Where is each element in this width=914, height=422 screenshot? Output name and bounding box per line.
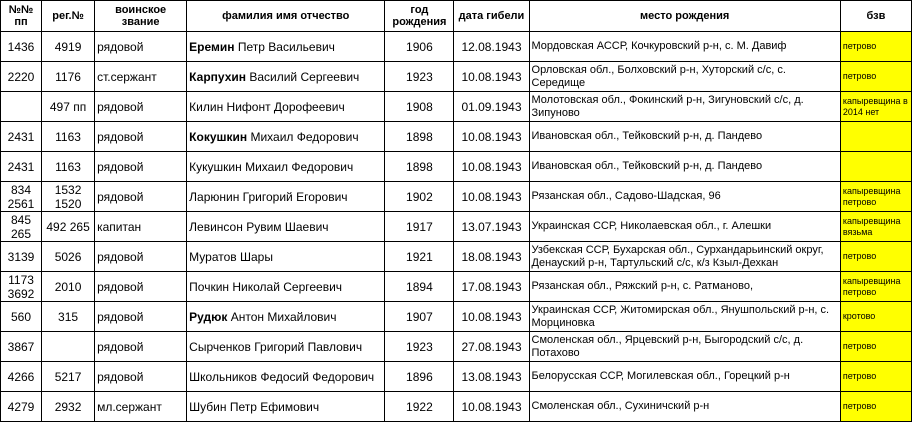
col-header-death-date: дата гибели <box>454 1 529 32</box>
cell-number: 845 265 <box>1 212 42 242</box>
col-header-rank: воинское звание <box>95 1 187 32</box>
given-names: Антон Михайлович <box>227 309 337 324</box>
cell-note: петрово <box>840 332 911 362</box>
cell-full-name <box>187 62 385 92</box>
cell-death-date: 10.08.1943 <box>454 182 529 212</box>
cell-birthplace: Ивановская обл., Тейковский р-н, д. Пандево <box>529 122 840 152</box>
table-row <box>1 362 912 392</box>
cell-reg-number: 1176 <box>42 62 95 92</box>
cell-note: петрово <box>840 62 911 92</box>
cell-rank: рядовой <box>95 32 187 62</box>
cell-reg-number: 2010 <box>42 272 95 302</box>
cell-death-date: 01.09.1943 <box>454 92 529 122</box>
given-names: Шубин Петр Ефимович <box>189 399 320 414</box>
cell-rank: ст.сержант <box>95 62 187 92</box>
cell-number: 560 <box>1 302 42 332</box>
given-names: Кукушкин Михаил Федорович <box>189 159 354 174</box>
cell-full-name <box>187 332 385 362</box>
col-header-birth-year: год рождения <box>385 1 454 32</box>
cell-reg-number: 1532 1520 <box>42 182 95 212</box>
cell-death-date: 18.08.1943 <box>454 242 529 272</box>
cell-birthplace: Украинская ССР, Житомирская обл., Янушпольский р-н, с. Морциновка <box>529 302 840 332</box>
cell-number: 2431 <box>1 152 42 182</box>
cell-full-name <box>187 392 385 422</box>
col-header-number: №№ пп <box>1 1 42 32</box>
table-row <box>1 242 912 272</box>
cell-full-name <box>187 212 385 242</box>
cell-full-name <box>187 302 385 332</box>
table-row <box>1 302 912 332</box>
cell-rank: рядовой <box>95 92 187 122</box>
given-names: Михаил Федорович <box>247 129 359 144</box>
cell-birth-year: 1922 <box>385 392 454 422</box>
cell-note: кротово <box>840 302 911 332</box>
cell-number: 834 2561 <box>1 182 42 212</box>
cell-reg-number <box>42 332 95 362</box>
cell-note: капыревщина в 2014 нет <box>840 92 911 122</box>
cell-reg-number: 1163 <box>42 122 95 152</box>
cell-birthplace: Рязанская обл., Садово-Шадская, 96 <box>529 182 840 212</box>
cell-death-date: 12.08.1943 <box>454 32 529 62</box>
cell-death-date: 13.08.1943 <box>454 362 529 392</box>
col-header-birthplace: место рождения <box>529 1 840 32</box>
cell-note: петрово <box>840 392 911 422</box>
cell-note <box>840 152 911 182</box>
cell-full-name <box>187 92 385 122</box>
cell-number: 2431 <box>1 122 42 152</box>
table-row <box>1 152 912 182</box>
cell-full-name <box>187 362 385 392</box>
cell-death-date: 10.08.1943 <box>454 152 529 182</box>
col-header-full-name: фамилия имя отчество <box>187 1 385 32</box>
cell-reg-number: 497 пп <box>42 92 95 122</box>
cell-birthplace: Мордовская АССР, Кочкуровский р-н, с. М. Давиф <box>529 32 840 62</box>
cell-rank: капитан <box>95 212 187 242</box>
cell-rank: рядовой <box>95 242 187 272</box>
cell-reg-number: 5026 <box>42 242 95 272</box>
given-names: Школьников Федосий Федорович <box>189 369 375 384</box>
cell-birth-year: 1898 <box>385 122 454 152</box>
cell-note: капыревщина вязьма <box>840 212 911 242</box>
cell-number: 1436 <box>1 32 42 62</box>
cell-number: 4266 <box>1 362 42 392</box>
table-row <box>1 332 912 362</box>
cell-rank: рядовой <box>95 122 187 152</box>
cell-death-date: 10.08.1943 <box>454 122 529 152</box>
cell-birth-year: 1898 <box>385 152 454 182</box>
cell-rank: рядовой <box>95 182 187 212</box>
cell-note: петрово <box>840 242 911 272</box>
cell-reg-number: 492 265 <box>42 212 95 242</box>
cell-birthplace: Украинская ССР, Николаевская обл., г. Алешки <box>529 212 840 242</box>
cell-birthplace: Смоленская обл., Ярцевский р-н, Быгородский с/с, д. Потахово <box>529 332 840 362</box>
cell-number <box>1 92 42 122</box>
cell-full-name <box>187 122 385 152</box>
cell-birthplace: Узбекская ССР, Бухарская обл., Сурхандарьинский округ, Денауский р-н, Тартульский с/с, к/з Кзыл-Дехкан <box>529 242 840 272</box>
surname: Рудюк <box>189 309 228 324</box>
cell-birthplace: Молотовская обл., Фокинский р-н, Зигуновский с/с, д. Зипуново <box>529 92 840 122</box>
cell-note: петрово <box>840 362 911 392</box>
cell-birth-year: 1906 <box>385 32 454 62</box>
cell-reg-number: 2932 <box>42 392 95 422</box>
cell-birth-year: 1923 <box>385 62 454 92</box>
col-header-note: бзв <box>840 1 911 32</box>
surname: Кокушкин <box>189 129 248 144</box>
given-names: Сырченков Григорий Павлович <box>189 339 363 354</box>
cell-birth-year: 1907 <box>385 302 454 332</box>
cell-birthplace: Ивановская обл., Тейковский р-н, д. Пандево <box>529 152 840 182</box>
cell-note <box>840 122 911 152</box>
cell-birth-year: 1908 <box>385 92 454 122</box>
cell-reg-number: 5217 <box>42 362 95 392</box>
table-row <box>1 392 912 422</box>
cell-birth-year: 1896 <box>385 362 454 392</box>
given-names: Ларюнин Григорий Егорович <box>189 189 348 204</box>
cell-birth-year: 1923 <box>385 332 454 362</box>
cell-birth-year: 1902 <box>385 182 454 212</box>
table-row <box>1 122 912 152</box>
cell-death-date: 13.07.1943 <box>454 212 529 242</box>
table-row <box>1 212 912 242</box>
table-row <box>1 62 912 92</box>
cell-number: 3139 <box>1 242 42 272</box>
cell-note: капыревщина петрово <box>840 182 911 212</box>
cell-rank: рядовой <box>95 302 187 332</box>
cell-birthplace: Рязанская обл., Ряжский р-н, с. Ратманово, <box>529 272 840 302</box>
table-row <box>1 272 912 302</box>
cell-number: 2220 <box>1 62 42 92</box>
surname: Карпухин <box>189 69 247 84</box>
given-names: Петр Васильевич <box>234 39 335 54</box>
cell-birth-year: 1917 <box>385 212 454 242</box>
cell-death-date: 10.08.1943 <box>454 302 529 332</box>
cell-death-date: 10.08.1943 <box>454 62 529 92</box>
cell-full-name <box>187 32 385 62</box>
cell-note: петрово <box>840 32 911 62</box>
cell-note: капыревщина петрово <box>840 272 911 302</box>
cell-reg-number: 315 <box>42 302 95 332</box>
cell-birthplace: Орловская обл., Болховский р-н, Хуторский с/с, с. Середище <box>529 62 840 92</box>
table-row <box>1 92 912 122</box>
cell-birth-year: 1894 <box>385 272 454 302</box>
given-names: Почкин Николай Сергеевич <box>189 279 343 294</box>
cell-birthplace: Смоленская обл., Сухиничский р-н <box>529 392 840 422</box>
given-names: Килин Нифонт Дорофеевич <box>189 99 345 114</box>
table-row <box>1 32 912 62</box>
cell-number: 4279 <box>1 392 42 422</box>
cell-full-name <box>187 242 385 272</box>
cell-death-date: 27.08.1943 <box>454 332 529 362</box>
given-names: Василий Сергеевич <box>246 69 360 84</box>
given-names: Муратов Шары <box>189 249 273 264</box>
cell-full-name <box>187 182 385 212</box>
cell-number: 1173 3692 <box>1 272 42 302</box>
cell-birthplace: Белорусская ССР, Могилевская обл., Горецкий р-н <box>529 362 840 392</box>
surname: Еремин <box>189 39 235 54</box>
cell-death-date: 17.08.1943 <box>454 272 529 302</box>
table-row <box>1 182 912 212</box>
cell-birth-year: 1921 <box>385 242 454 272</box>
cell-reg-number: 1163 <box>42 152 95 182</box>
cell-number: 3867 <box>1 332 42 362</box>
given-names: Левинсон Рувим Шаевич <box>189 219 329 234</box>
cell-rank: рядовой <box>95 332 187 362</box>
cell-rank: рядовой <box>95 272 187 302</box>
cell-rank: рядовой <box>95 152 187 182</box>
cell-rank: мл.сержант <box>95 392 187 422</box>
cell-full-name <box>187 152 385 182</box>
header-row <box>1 1 912 32</box>
cell-death-date: 10.08.1943 <box>454 392 529 422</box>
cell-reg-number: 4919 <box>42 32 95 62</box>
col-header-reg-number: рег.№ <box>42 1 95 32</box>
cell-full-name <box>187 272 385 302</box>
cell-rank: рядовой <box>95 362 187 392</box>
